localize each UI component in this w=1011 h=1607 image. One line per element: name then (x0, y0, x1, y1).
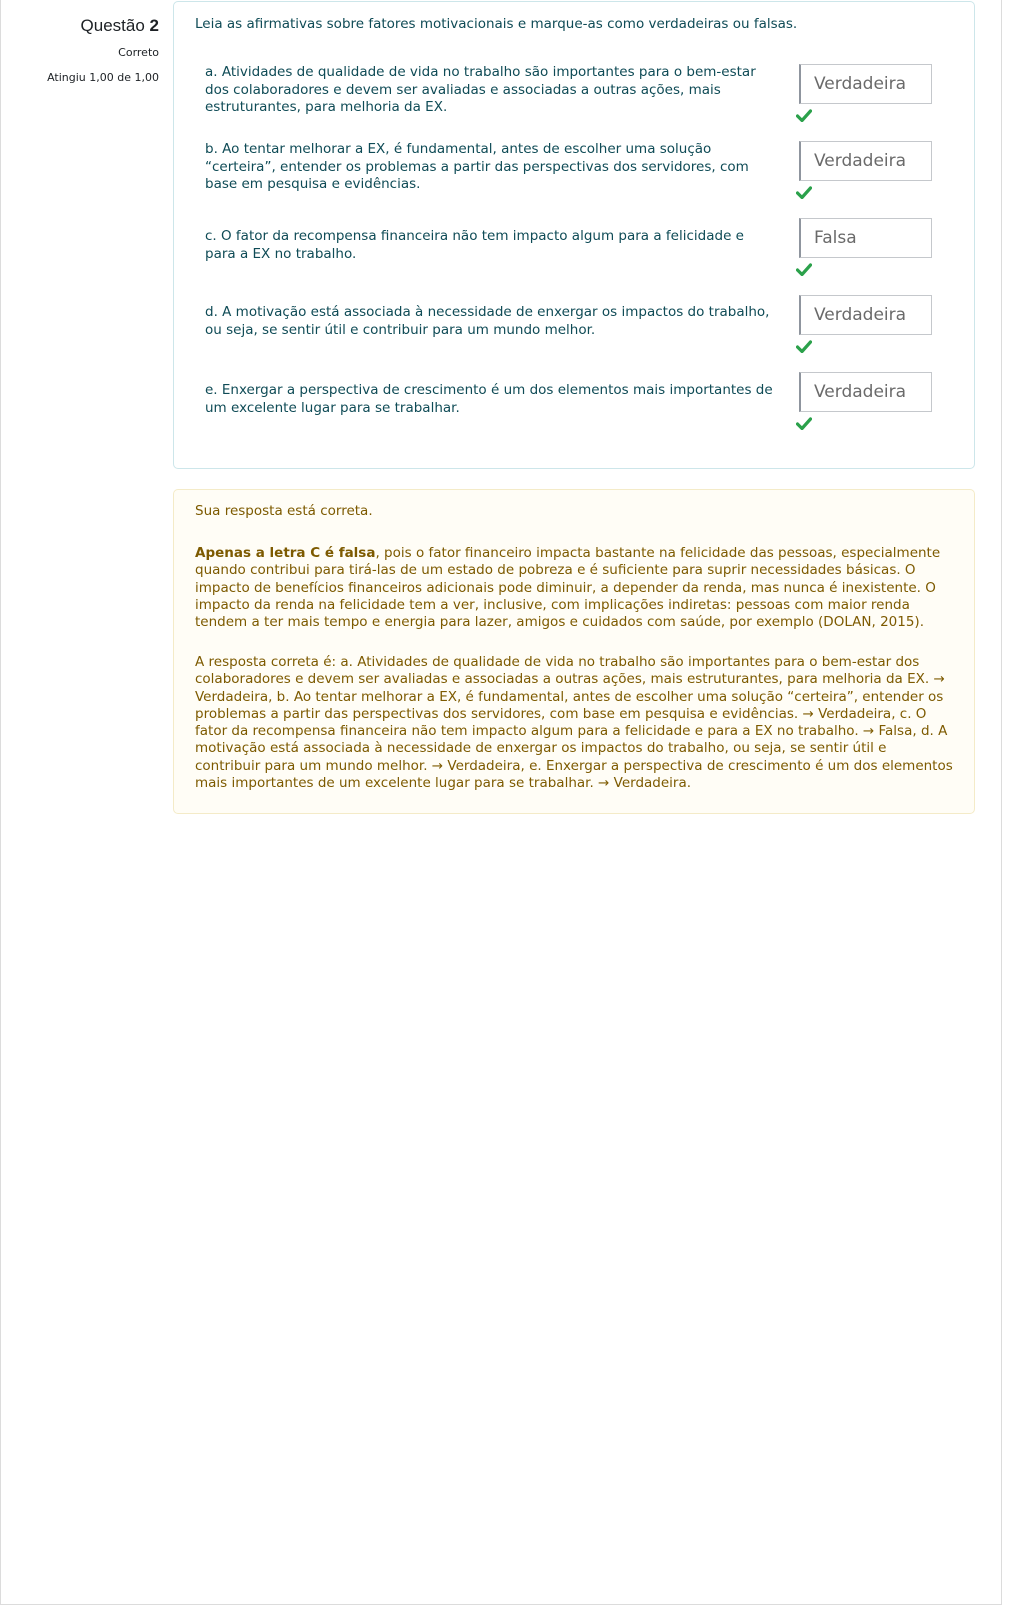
check-icon (796, 186, 812, 199)
answer-select-c[interactable]: Falsa (799, 218, 932, 258)
answer-select-a[interactable]: Verdadeira (799, 64, 932, 104)
specific-feedback (195, 545, 955, 631)
answer-select-b[interactable]: Verdadeira (799, 141, 932, 181)
question-label: Questão (80, 16, 145, 35)
question-formulation (173, 1, 975, 469)
feedback-panel (173, 489, 975, 814)
question-text: Leia as afirmativas sobre fatores motivacionais e marque-as como verdadeiras ou falsas. (195, 16, 798, 32)
statement-e: e. Enxergar a perspectiva de crescimento é um dos elementos mais importantes de um excelente lugar para se trabalhar. (205, 382, 773, 416)
check-icon (796, 263, 812, 276)
question-info (0, 14, 159, 85)
question-state: Correto (118, 46, 159, 59)
check-icon (796, 417, 812, 430)
general-feedback: Sua resposta está correta. (195, 503, 373, 519)
statement-b: b. Ao tentar melhorar a EX, é fundamental, antes de escolher uma solução “certeira”, entender os problemas a partir das perspectivas dos servidores, com base em pesquisa e evidências. (205, 141, 749, 192)
question-number (0, 14, 159, 38)
specific-feedback-highlight: Apenas a letra C é falsa (195, 545, 376, 561)
statement-d: d. A motivação está associada à necessidade de enxergar os impactos do trabalho, ou seja, se sentir útil e contribuir para um mundo melhor. (205, 304, 770, 338)
question-number-value: 2 (149, 16, 159, 35)
statement-c: c. O fator da recompensa financeira não tem impacto algum para a felicidade e para a EX no trabalho. (205, 228, 744, 262)
answer-select-e[interactable]: Verdadeira (799, 372, 932, 412)
check-icon (796, 109, 812, 122)
question-grade: Atingiu 1,00 de 1,00 (47, 71, 159, 84)
statement-a: a. Atividades de qualidade de vida no trabalho são importantes para o bem-estar dos colaboradores e devem ser avaliadas e associadas a outras ações, mais estruturantes, para melhoria da EX. (205, 64, 756, 115)
specific-feedback-text: , pois o fator financeiro impacta bastante na felicidade das pessoas, especialmente quando contribui para tirá-las de um estado de pobreza e é suficiente para suprir necessidades básicas. O impacto de benefícios financeiros adicionais pode diminuir, a depender da renda, mas nunca é inexistente. O impacto da renda na felicidade tem a ver, inclusive, com implicações indiretas: pessoas com maior renda tendem a ter mais tempo e energia para lazer, amigos e cuidados com saúde, por exemplo (DOLAN, 2015). (195, 545, 941, 631)
answer-select-d[interactable]: Verdadeira (799, 295, 932, 335)
right-answer: A resposta correta é: a. Atividades de qualidade de vida no trabalho são importantes para o bem-estar dos colaboradores e devem ser avaliadas e associadas a outras ações, mais estruturantes, para melhoria da EX. → Verdadeira, b. Ao tentar melhorar a EX, é fundamental, antes de escolher uma solução “certeira”, entender os problemas a partir das perspectivas dos servidores, com base em pesquisa e evidências. → Verdadeira, c. O fator da recompensa financeira não tem impacto algum para a felicidade e para a EX no trabalho. → Falsa, d. A motivação está associada à necessidade de enxergar os impactos do trabalho, ou seja, se sentir útil e contribuir para um mundo melhor. → Verdadeira, e. Enxergar a perspectiva de crescimento é um dos elementos mais importantes de um excelente lugar para se trabalhar. → Verdadeira. (195, 654, 953, 792)
check-icon (796, 340, 812, 353)
